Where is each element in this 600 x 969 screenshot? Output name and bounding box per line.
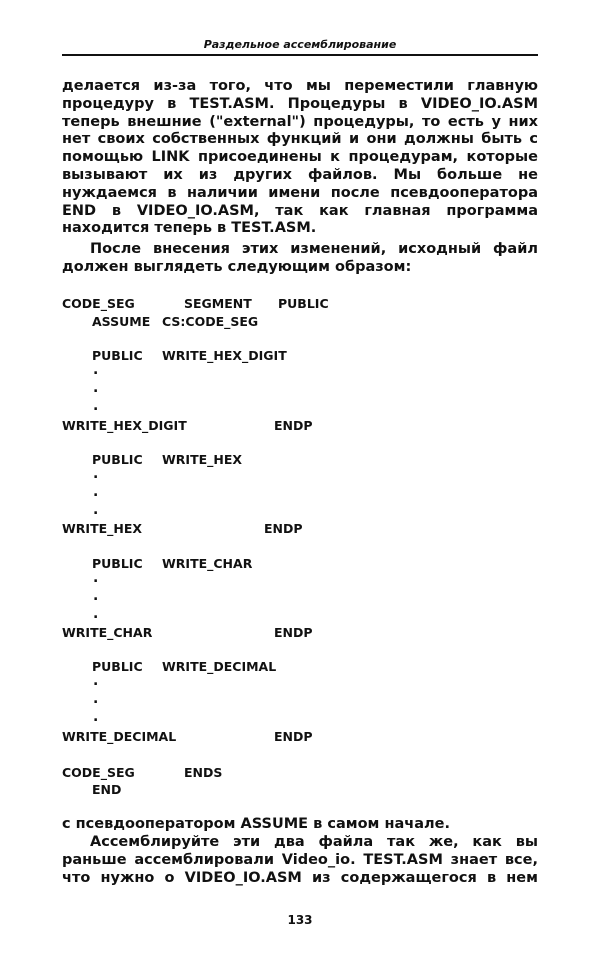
- code-arg: WRITE_HEX: [162, 452, 243, 467]
- code-op: ENDP: [274, 418, 313, 433]
- code-arg: WRITE_DECIMAL: [162, 659, 277, 674]
- ellipsis-dot: .: [93, 606, 99, 622]
- text-line: помощью LINK присоединены к процедурам, которые: [62, 149, 538, 166]
- paragraph-1: [62, 78, 538, 238]
- code-op: ENDS: [184, 765, 223, 780]
- code-op: PUBLIC: [92, 556, 143, 571]
- text-line: нет своих собственных функций и они должны быть с: [62, 131, 538, 148]
- code-op: END: [92, 782, 122, 797]
- ellipsis-dot: .: [93, 673, 99, 689]
- text-line: теперь внешние ("external") процедуры, то есть у них: [62, 113, 538, 130]
- ellipsis-dot: .: [93, 398, 99, 414]
- code-op: ENDP: [274, 729, 313, 744]
- code-op: PUBLIC: [92, 659, 143, 674]
- ellipsis-dot: .: [93, 691, 99, 707]
- paragraph-2: [62, 241, 538, 277]
- paragraph-3: [62, 816, 538, 834]
- text-line: должен выглядеть следующим образом:: [62, 258, 412, 275]
- ellipsis-dot: .: [93, 380, 99, 396]
- text-line: делается из-за того, что мы переместили главную: [62, 78, 538, 94]
- paragraph-4: [62, 834, 538, 887]
- code-label: CODE_SEG: [62, 296, 135, 311]
- code-label: CODE_SEG: [62, 765, 135, 780]
- text-line: нуждаемся в наличии имени после псевдооператора: [62, 184, 538, 201]
- code-label: WRITE_HEX_DIGIT: [62, 418, 187, 433]
- code-arg: CS:CODE_SEG: [162, 314, 259, 329]
- ellipsis-dot: .: [93, 570, 99, 586]
- text-line: После внесения этих изменений, исходный файл: [90, 241, 538, 257]
- code-op: ENDP: [264, 521, 303, 536]
- code-op: PUBLIC: [92, 348, 143, 363]
- code-label: WRITE_CHAR: [62, 625, 153, 640]
- code-op: PUBLIC: [92, 452, 143, 467]
- running-header-title: Раздельное ассемблирование: [203, 38, 397, 51]
- text-line: END в VIDEO_IO.ASM, так как главная программа: [62, 202, 538, 219]
- ellipsis-dot: .: [93, 588, 99, 604]
- code-op: ASSUME: [92, 314, 151, 329]
- code-arg: WRITE_HEX_DIGIT: [162, 348, 287, 363]
- running-header: [62, 38, 538, 56]
- ellipsis-dot: .: [93, 502, 99, 518]
- text-line: вызывают их из других файлов. Мы больше не: [62, 166, 538, 183]
- text-line: что нужно о VIDEO_IO.ASM из содержащегося в нем: [62, 869, 538, 886]
- ellipsis-dot: .: [93, 484, 99, 500]
- text-line: находится теперь в TEST.ASM.: [62, 220, 317, 237]
- code-op: ENDP: [274, 625, 313, 640]
- ellipsis-dot: .: [93, 709, 99, 725]
- code-arg: WRITE_CHAR: [162, 556, 253, 571]
- page-number: 133: [287, 913, 313, 927]
- text-line: Ассемблируйте эти два файла так же, как вы: [90, 834, 538, 850]
- text-line: с псевдооператором ASSUME в самом начале.: [62, 816, 450, 832]
- code-op: SEGMENT: [184, 296, 252, 311]
- code-label: WRITE_HEX: [62, 521, 143, 536]
- ellipsis-dot: .: [93, 362, 99, 378]
- ellipsis-dot: .: [93, 466, 99, 482]
- code-label: WRITE_DECIMAL: [62, 729, 177, 744]
- text-line: раньше ассемблировали Video_io. TEST.ASM знает все,: [62, 851, 538, 868]
- code-arg: PUBLIC: [278, 296, 329, 311]
- text-line: процедуру в TEST.ASM. Процедуры в VIDEO_IO.ASM: [62, 95, 538, 112]
